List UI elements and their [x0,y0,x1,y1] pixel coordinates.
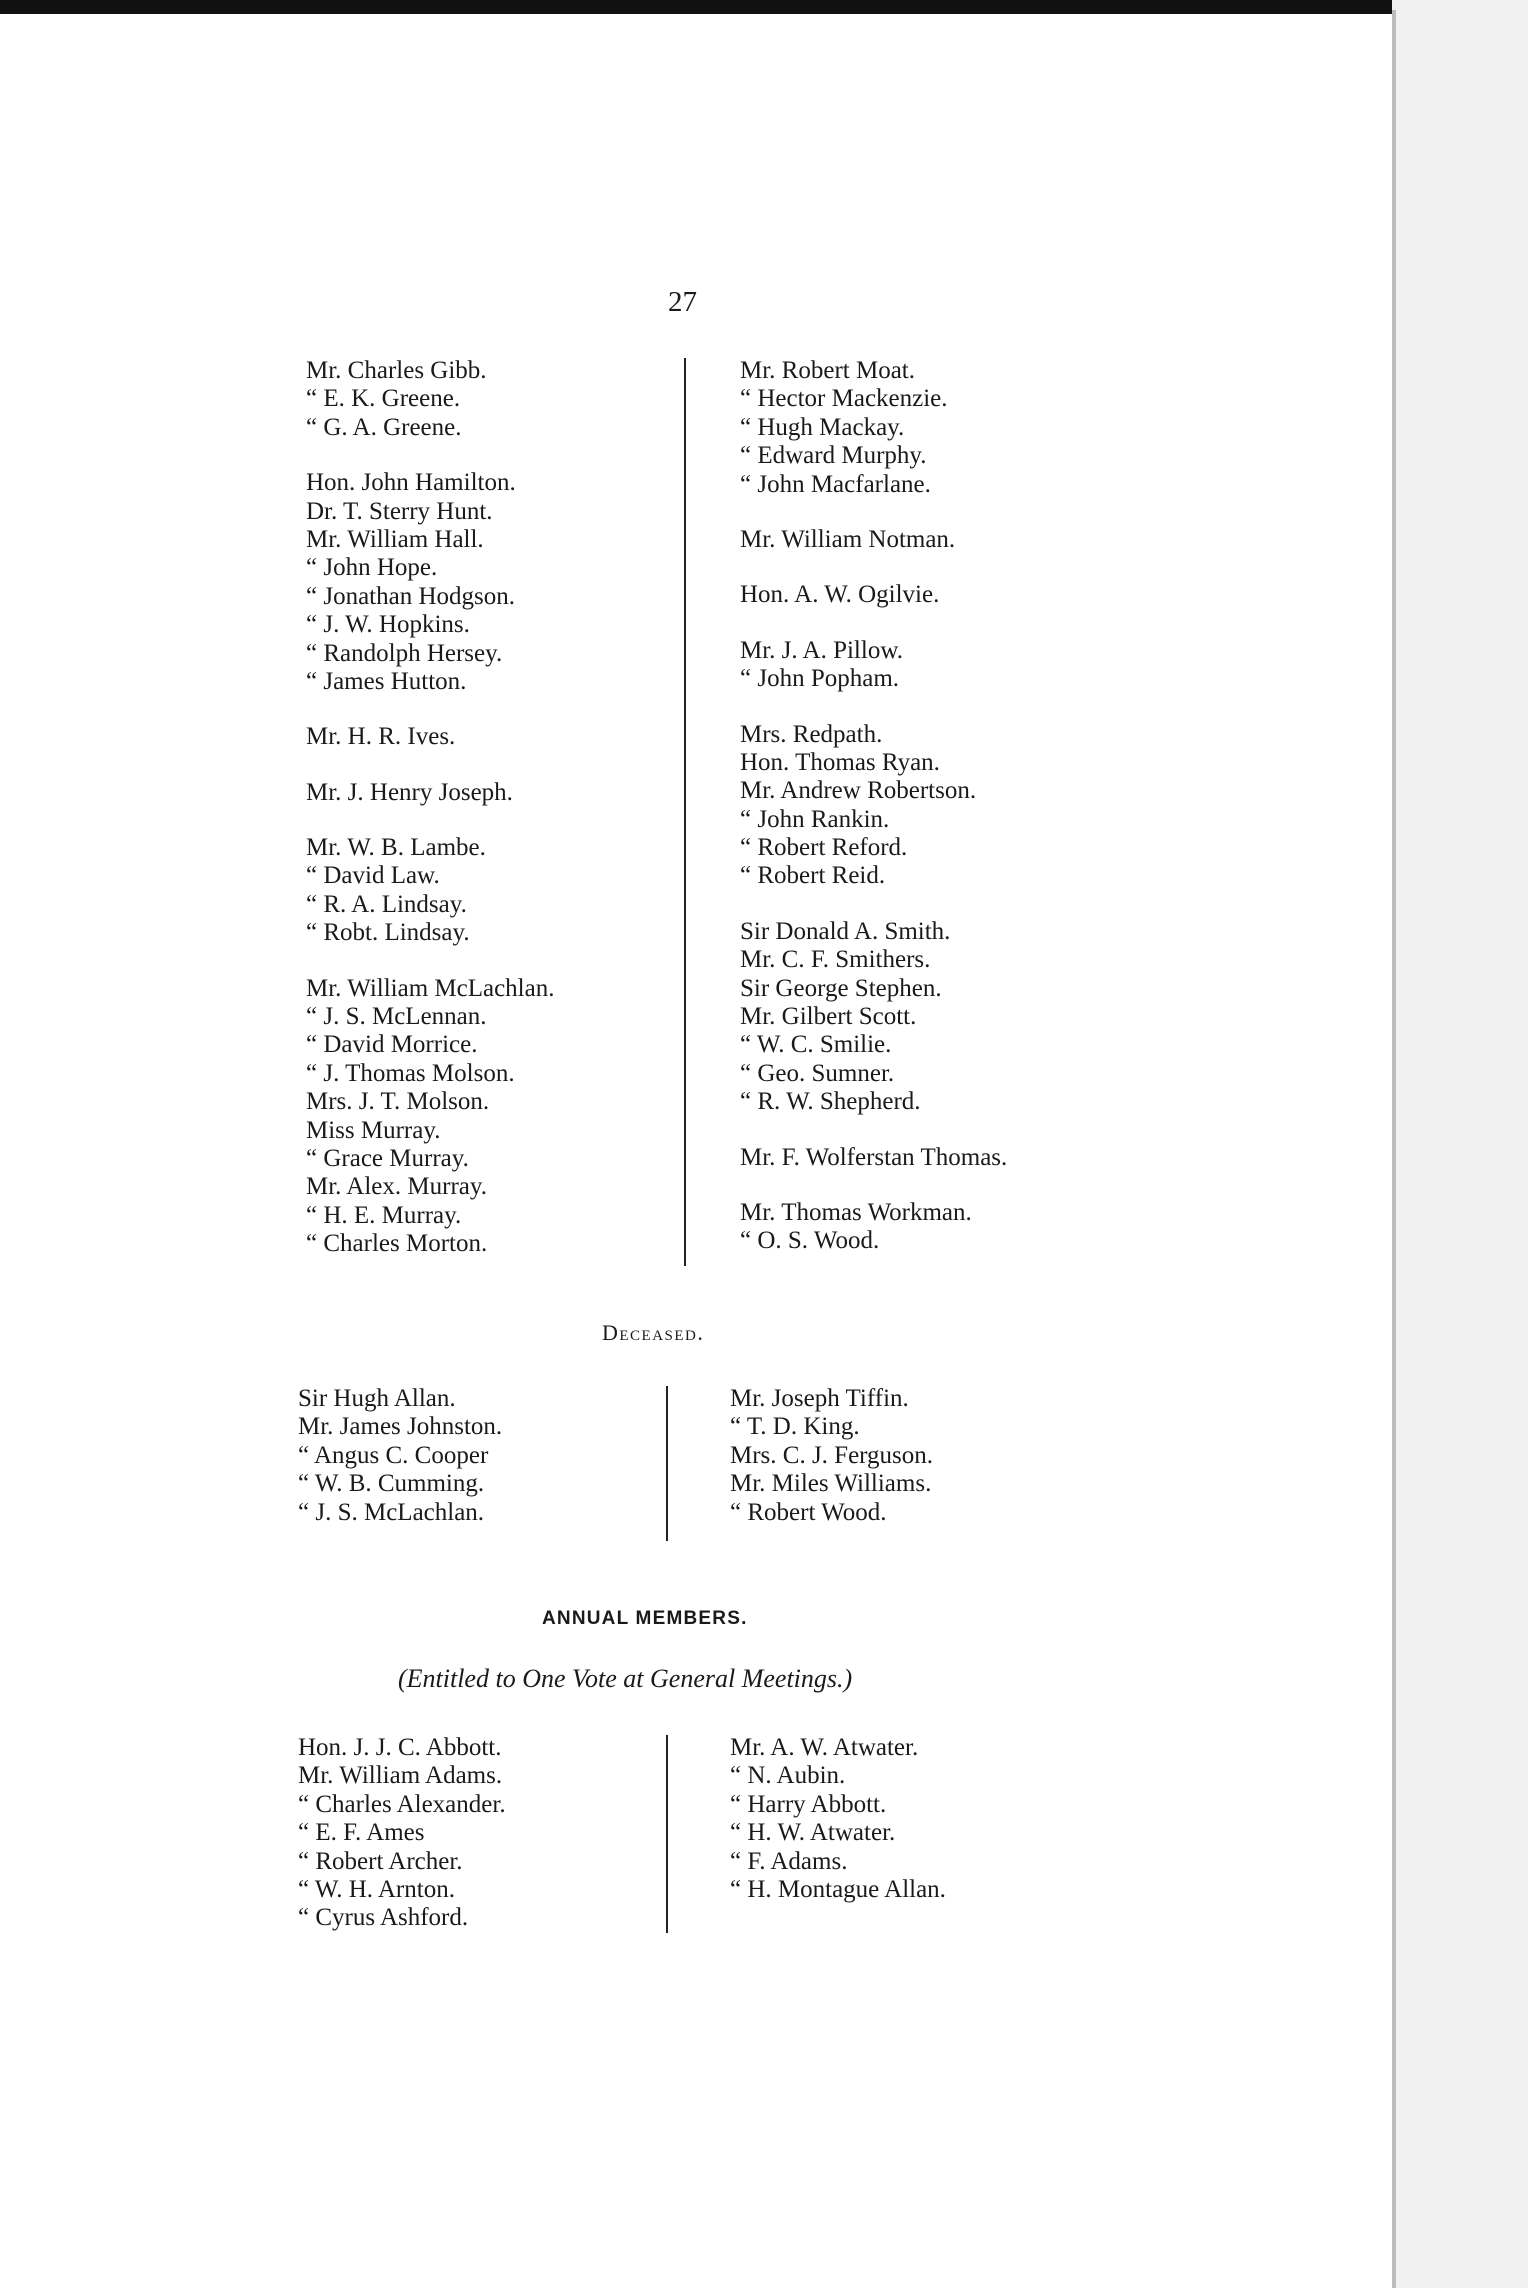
member-name: “ Hector Mackenzie. [740,385,948,413]
annual-members-heading: ANNUAL MEMBERS. [542,1608,748,1629]
member-name: “ H. E. Murray. [306,1201,462,1229]
member-name: “ Grace Murray. [306,1144,469,1172]
member-name: Mrs. J. T. Molson. [306,1088,490,1116]
member-name: “ E. K. Greene. [306,385,461,413]
group-spacer [740,554,1007,581]
member-name: Mr. A. W. Atwater. [730,1734,919,1761]
member-name: Hon. John Hamilton. [306,469,516,497]
member-name: Mr. Andrew Robertson. [740,777,977,805]
group-spacer [306,696,554,723]
member-name: Mr. W. B. Lambe. [306,834,486,862]
member-name: “ Robert Reid. [740,862,886,890]
scan-page-edge [1392,0,1528,2288]
member-name: Mr. C. F. Smithers. [740,946,931,974]
member-name: “ G. A. Greene. [306,413,462,441]
member-name: “ Charles Alexander. [298,1790,506,1818]
member-name: “ W. C. Smilie. [740,1031,892,1059]
member-name: “ David Morrice. [306,1031,478,1059]
annual-members-right-column [730,1734,946,1904]
member-name: Mr. Gilbert Scott. [740,1003,917,1031]
member-name: Mr. James Johnston. [298,1413,503,1441]
member-name: Mrs. C. J. Ferguson. [730,1441,934,1469]
scan-top-border [0,0,1528,14]
member-name: Mr. H. R. Ives. [306,723,456,751]
member-name: “ Robert Wood. [730,1498,887,1526]
member-name: “ W. H. Arnton. [298,1875,455,1903]
group-spacer [306,807,554,834]
member-name: “ J. W. Hopkins. [306,611,470,639]
member-name: “ Geo. Sumner. [740,1059,895,1087]
member-name: “ Hugh Mackay. [740,413,905,441]
member-name: Mr. Joseph Tiffin. [730,1385,909,1412]
member-name: Mr. J. A. Pillow. [740,636,904,664]
member-name: Miss Murray. [306,1116,441,1144]
member-name: “ Robert Reford. [740,834,908,862]
scan-edge-line [1392,10,1396,2288]
member-name: “ J. Thomas Molson. [306,1059,515,1087]
member-name: “ W. B. Cumming. [298,1470,485,1498]
page-number: 27 [668,286,697,318]
member-name: “ J. S. McLachlan. [298,1498,485,1526]
member-name: Mr. William Hall. [306,525,484,553]
member-name: “ John Macfarlane. [740,470,931,498]
member-name: “ Harry Abbott. [730,1790,887,1818]
member-name: “ Randolph Hersey. [306,639,503,667]
member-name: Mr. Miles Williams. [730,1470,932,1498]
member-name: Mr. William McLachlan. [306,974,555,1002]
member-name: “ David Law. [306,862,440,890]
member-name: “ Angus C. Cooper [298,1441,489,1469]
member-name: Mr. William Adams. [298,1762,503,1790]
member-name: “ John Popham. [740,665,900,693]
member-name: Hon. J. J. C. Abbott. [298,1734,502,1761]
member-name: “ R. W. Shepherd. [740,1088,921,1116]
member-name: Sir Hugh Allan. [298,1385,456,1412]
member-name: Mr. Robert Moat. [740,357,915,384]
column-divider [666,1386,668,1541]
member-name: “ N. Aubin. [730,1762,846,1790]
member-name: Sir Donald A. Smith. [740,917,951,945]
member-name: “ John Hope. [306,554,438,582]
member-name: Mr. J. Henry Joseph. [306,778,513,806]
group-spacer [306,442,554,469]
group-spacer [740,1172,1007,1199]
member-name: “ Jonathan Hodgson. [306,582,515,610]
group-spacer [740,1117,1007,1144]
member-name: “ Cyrus Ashford. [298,1904,469,1932]
group-spacer [740,891,1007,918]
member-name: Hon. A. W. Ogilvie. [740,581,940,609]
annual-members-left-column [298,1734,506,1933]
group-spacer [306,752,554,779]
group-spacer [740,694,1007,721]
member-name: “ H. W. Atwater. [730,1819,896,1847]
member-name: Mr. Thomas Workman. [740,1198,972,1226]
life-members-left-column [306,357,554,1259]
member-name: “ O. S. Wood. [740,1227,880,1255]
member-name: “ R. A. Lindsay. [306,890,467,918]
group-spacer [740,499,1007,526]
group-spacer [740,610,1007,637]
member-name: Mr. Charles Gibb. [306,357,487,384]
member-name: “ F. Adams. [730,1847,848,1875]
member-name: “ T. D. King. [730,1413,860,1441]
member-name: “ Robt. Lindsay. [306,919,470,947]
annual-members-subtitle: (Entitled to One Vote at General Meetings.) [398,1664,853,1693]
deceased-right-column [730,1385,933,1527]
member-name: “ J. S. McLennan. [306,1003,487,1031]
column-divider [684,358,686,1266]
member-name: “ E. F. Ames [298,1819,425,1847]
member-name: Mr. Alex. Murray. [306,1173,487,1201]
deceased-left-column [298,1385,502,1527]
member-name: “ John Rankin. [740,805,890,833]
member-name: Hon. Thomas Ryan. [740,748,940,776]
member-name: Mr. William Notman. [740,525,956,553]
column-divider [666,1735,668,1933]
member-name: “ Charles Morton. [306,1230,488,1258]
member-name: Mr. F. Wolferstan Thomas. [740,1143,1008,1171]
deceased-heading: Deceased. [602,1320,705,1345]
member-name: “ James Hutton. [306,667,467,695]
member-name: Mrs. Redpath. [740,720,883,748]
member-name: Sir George Stephen. [740,974,942,1002]
member-name: “ Edward Murphy. [740,442,927,470]
member-name: “ H. Montague Allan. [730,1875,946,1903]
life-members-right-column [740,357,1007,1256]
group-spacer [306,948,554,975]
member-name: “ Robert Archer. [298,1847,463,1875]
member-name: Dr. T. Sterry Hunt. [306,497,493,525]
